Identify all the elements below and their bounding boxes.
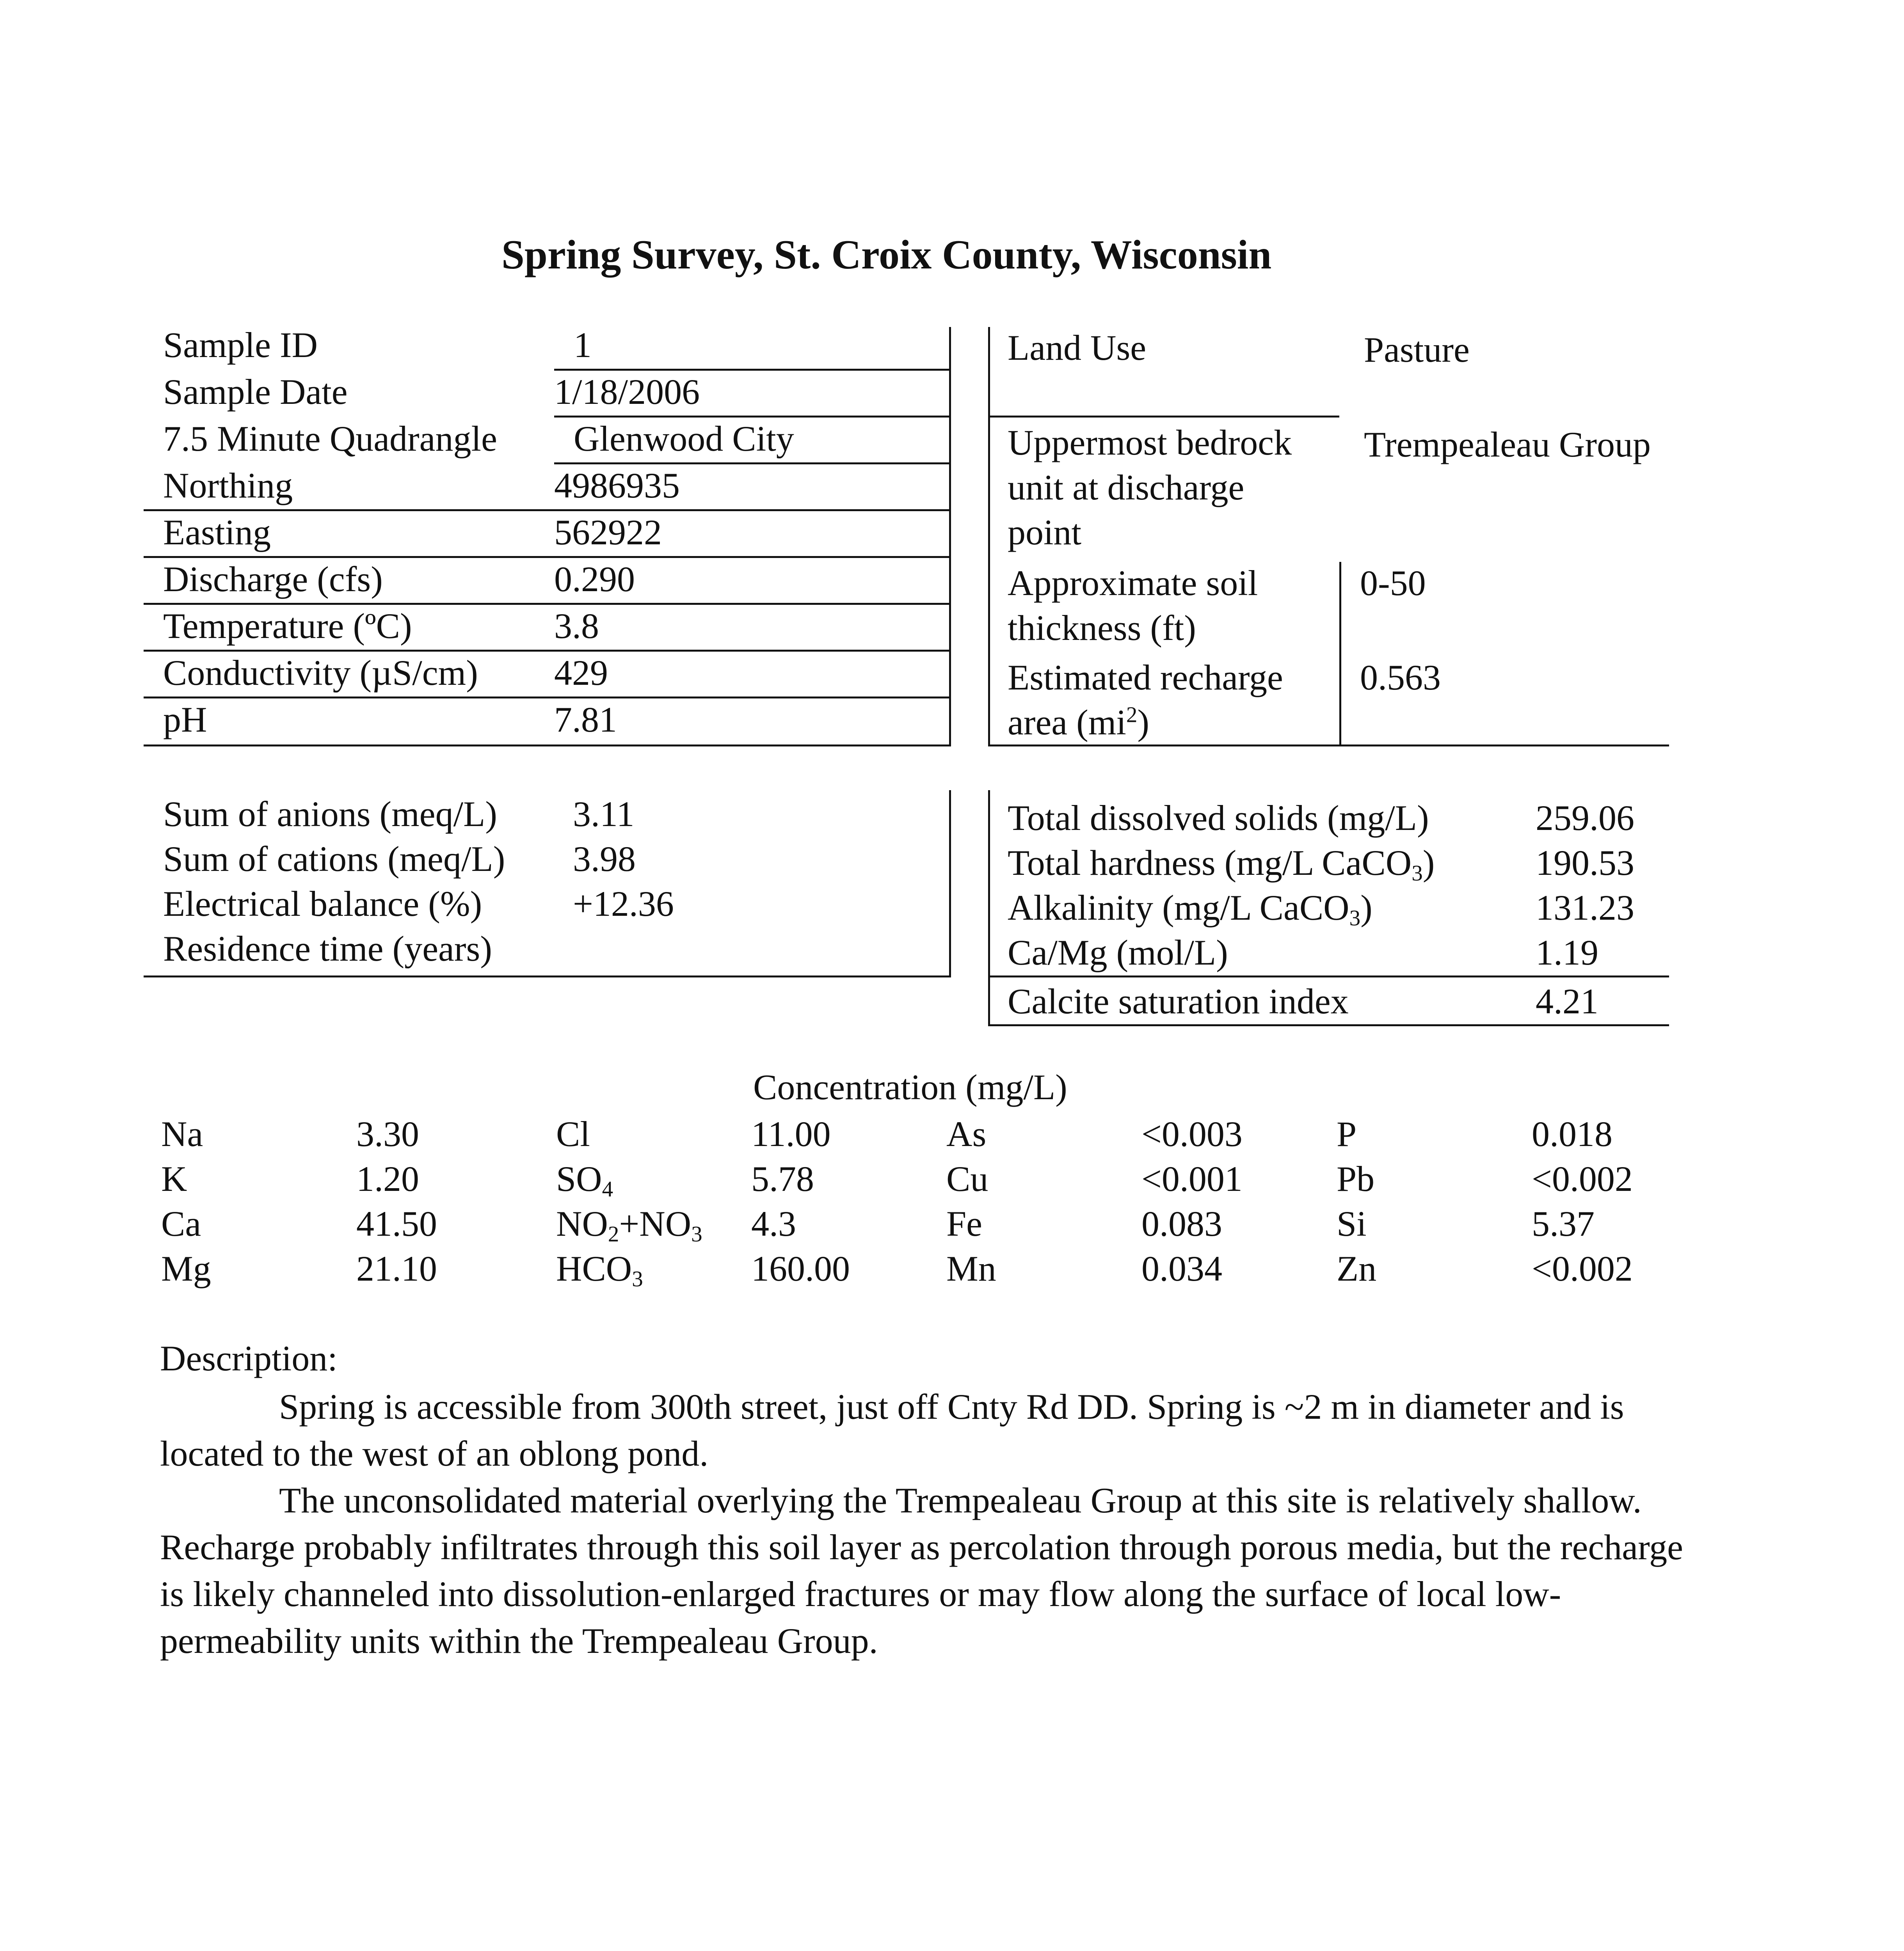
easting-label: Easting: [163, 512, 271, 552]
element-label: Mg: [161, 1249, 211, 1288]
electrical-balance-value: +12.36: [573, 884, 674, 924]
ph-value: 7.81: [554, 700, 617, 739]
soil-label-1: Approximate soil: [1008, 563, 1258, 603]
element-label: Cu: [946, 1159, 988, 1199]
tds-label: Total dissolved solids (mg/L): [1008, 798, 1429, 838]
sample-id-label: Sample ID: [163, 325, 318, 365]
element-value: 11.00: [751, 1114, 831, 1154]
element-value: 0.083: [1141, 1204, 1222, 1244]
element-value: 21.10: [356, 1249, 437, 1288]
element-value: <0.001: [1141, 1159, 1243, 1199]
sample-date-label: Sample Date: [163, 372, 348, 412]
element-label: Ca: [161, 1204, 201, 1244]
element-label: $SO_4$: [556, 1159, 613, 1202]
recharge-value: 0.563: [1360, 657, 1441, 697]
temperature-value: 3.8: [554, 606, 599, 646]
camg-value: 1.19: [1536, 933, 1598, 972]
description-paragraph-1: Spring is accessible from 300th street, just off Cnty Rd DD. Spring is ~2 m in diameter and is located to the west of an oblong pond.: [160, 1387, 1624, 1473]
alkalinity-label: Alkalinity (mg/L CaCO$_3$): [1008, 888, 1372, 931]
element-value: <0.003: [1141, 1114, 1243, 1154]
element-value: 5.78: [751, 1159, 814, 1199]
element-value: 41.50: [356, 1204, 437, 1244]
element-value: 1.20: [356, 1159, 419, 1199]
element-label: Fe: [946, 1204, 982, 1244]
sample-date-value: 1/18/2006: [554, 372, 700, 412]
element-label: Si: [1337, 1204, 1367, 1244]
quadrangle-value: Glenwood City: [574, 419, 794, 458]
conductivity-value: 429: [554, 653, 608, 693]
bedrock-label-1: Uppermost bedrock: [1008, 423, 1292, 462]
recharge-label-1: Estimated recharge: [1008, 657, 1283, 697]
element-label: $NO_2+NO_3$: [556, 1204, 702, 1247]
tds-value: 259.06: [1536, 798, 1634, 838]
element-label: K: [161, 1159, 187, 1199]
conductivity-label: Conductivity (µS/cm): [163, 653, 478, 693]
bedrock-label-2: unit at discharge: [1008, 467, 1244, 507]
element-value: 0.018: [1532, 1114, 1612, 1154]
hardness-value: 190.53: [1536, 843, 1634, 883]
sample-id-value: 1: [574, 325, 592, 365]
element-label: P: [1337, 1114, 1357, 1154]
element-label: Pb: [1337, 1159, 1375, 1199]
element-value: 4.3: [751, 1204, 796, 1244]
land-use-label: Land Use: [1008, 328, 1147, 368]
element-label: As: [946, 1114, 987, 1154]
cations-value: 3.98: [573, 839, 636, 879]
page-title: Spring Survey, St. Croix County, Wisconsin: [501, 232, 1272, 277]
ph-label: pH: [163, 700, 207, 739]
northing-label: Northing: [163, 466, 293, 505]
element-label: Mn: [946, 1249, 996, 1288]
calcite-value: 4.21: [1536, 981, 1598, 1021]
discharge-label: Discharge (cfs): [163, 559, 383, 599]
soil-label-2: thickness (ft): [1008, 608, 1196, 648]
calcite-label: Calcite saturation index: [1008, 981, 1349, 1021]
discharge-value: 0.290: [554, 559, 635, 599]
description-heading: Description:: [160, 1338, 338, 1378]
northing-value: 4986935: [554, 466, 680, 505]
element-label: Zn: [1337, 1249, 1377, 1288]
recharge-label-2: area $(mi^2)$: [1008, 702, 1150, 742]
bedrock-label-3: point: [1008, 512, 1082, 552]
land-use-value: Pasture: [1364, 330, 1470, 370]
element-value: 5.37: [1532, 1204, 1595, 1244]
temperature-label: Temperature (ºC): [163, 606, 412, 646]
element-label: Na: [161, 1114, 203, 1154]
description-paragraph-2: The unconsolidated material overlying the Trempealeau Group at this site is relatively shallow. Recharge probably infiltrates through this soil layer as percolation through porous media, but the recharge is likely channeled into dissolution-enlarged fractures or may flow along the surface of local low-permeability units within the Trempealeau Group.: [160, 1480, 1683, 1661]
element-value: <0.002: [1532, 1159, 1633, 1199]
anions-label: Sum of anions (meq/L): [163, 794, 497, 834]
anions-value: 3.11: [573, 794, 635, 834]
concentration-header: Concentration (mg/L): [753, 1067, 1067, 1107]
element-value: 160.00: [751, 1249, 850, 1288]
element-value: 0.034: [1141, 1249, 1222, 1288]
element-label: Cl: [556, 1114, 590, 1154]
residence-time-label: Residence time (years): [163, 929, 492, 968]
soil-value: 0-50: [1360, 563, 1426, 603]
bedrock-value: Trempealeau Group: [1364, 425, 1651, 464]
camg-label: Ca/Mg (mol/L): [1008, 933, 1228, 972]
element-value: 3.30: [356, 1114, 419, 1154]
element-label: $HCO_3$: [556, 1249, 643, 1292]
element-value: <0.002: [1532, 1249, 1633, 1288]
cations-label: Sum of cations (meq/L): [163, 839, 505, 879]
quadrangle-label: 7.5 Minute Quadrangle: [163, 419, 497, 458]
alkalinity-value: 131.23: [1536, 888, 1634, 928]
hardness-label: Total hardness (mg/L CaCO$_3$): [1008, 843, 1435, 886]
easting-value: 562922: [554, 512, 662, 552]
electrical-balance-label: Electrical balance (%): [163, 884, 482, 924]
